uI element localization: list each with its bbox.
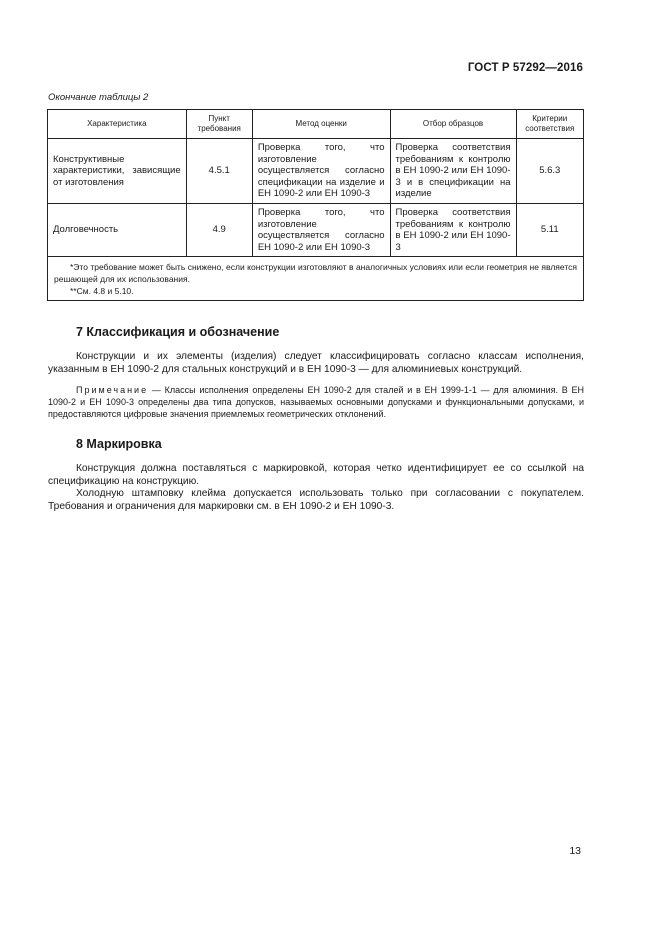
footnote-2: **См. 4.8 и 5.10. xyxy=(70,286,134,296)
section-classification xyxy=(48,325,584,420)
table-header-row xyxy=(48,110,584,139)
section-marking xyxy=(48,437,584,513)
section-8-paragraph-2: Холодную штамповку клейма допускается использовать только при согласовании с покупателем. Требования и ограничения для маркировки см. в ЕН 1090-2 и ЕН 1090-3. xyxy=(48,488,584,512)
document-code: ГОСТ Р 57292—2016 xyxy=(467,62,583,74)
cell-criteria: 5.11 xyxy=(516,204,583,257)
table-footnotes xyxy=(48,257,584,301)
footnote-1: *Это требование может быть снижено, если конструкции изготовляют в аналогичных условиях или если геометрия не является решающей для их использования. xyxy=(54,262,577,284)
column-header-characteristic: Характеристика xyxy=(48,110,187,139)
note-label: Примечание xyxy=(76,385,149,395)
cell-sampling: Проверка соответствия требованиям к контролю в ЕН 1090-2 или ЕН 1090-3 и в спецификации на изделие xyxy=(390,139,516,204)
column-header-method: Метод оценки xyxy=(252,110,390,139)
page-number: 13 xyxy=(569,845,581,857)
requirements-table xyxy=(47,109,584,301)
cell-sampling: Проверка соответствия требованиям к контролю в ЕН 1090-2 или ЕН 1090-3 xyxy=(390,204,516,257)
table-caption: Окончание таблицы 2 xyxy=(48,92,149,103)
column-header-point: Пункт требования xyxy=(186,110,252,139)
column-header-criteria: Критерии соответствия xyxy=(516,110,583,139)
section-8-paragraph-1: Конструкция должна поставляться с маркировкой, которая четко идентифицирует ее со ссылкой на спецификацию на конструкцию. xyxy=(48,463,584,487)
table-row xyxy=(48,204,584,257)
section-7-note xyxy=(48,384,584,420)
cell-point: 4.5.1 xyxy=(186,139,252,204)
cell-method: Проверка того, что изготовление осуществляется согласно спецификации на изделие и ЕН 1090-2 или ЕН 1090-3 xyxy=(252,139,390,204)
section-7-title: 7 Классификация и обозначение xyxy=(76,325,280,339)
column-header-sampling: Отбор образцов xyxy=(390,110,516,139)
table-footnotes-row xyxy=(48,257,584,301)
cell-criteria: 5.6.3 xyxy=(516,139,583,204)
cell-characteristic: Долговечность xyxy=(48,204,187,257)
section-8-title: 8 Маркировка xyxy=(76,437,162,451)
cell-point: 4.9 xyxy=(186,204,252,257)
section-7-paragraph: Конструкции и их элементы (изделия) следует классифицировать согласно классам исполнения, указанным в ЕН 1090-2 для стальных конструкций и в ЕН 1090-3 — для алюминиевых конструкций. xyxy=(48,351,584,375)
cell-method: Проверка того, что изготовление осуществляется согласно ЕН 1090-2 или ЕН 1090-3 xyxy=(252,204,390,257)
table-row xyxy=(48,139,584,204)
cell-characteristic: Конструктивные характеристики, зависящие от изготовления xyxy=(48,139,187,204)
note-text: — Классы исполнения определены ЕН 1090-2 для сталей и в ЕН 1999-1-1 — для алюминия. В ЕН 1090-2 и ЕН 1090-3 определены два типа допусков, называемых основными допусками и функциональными допусками, и предоставляются цифровые значения приемлемых геометрических отклонений. xyxy=(48,385,584,419)
